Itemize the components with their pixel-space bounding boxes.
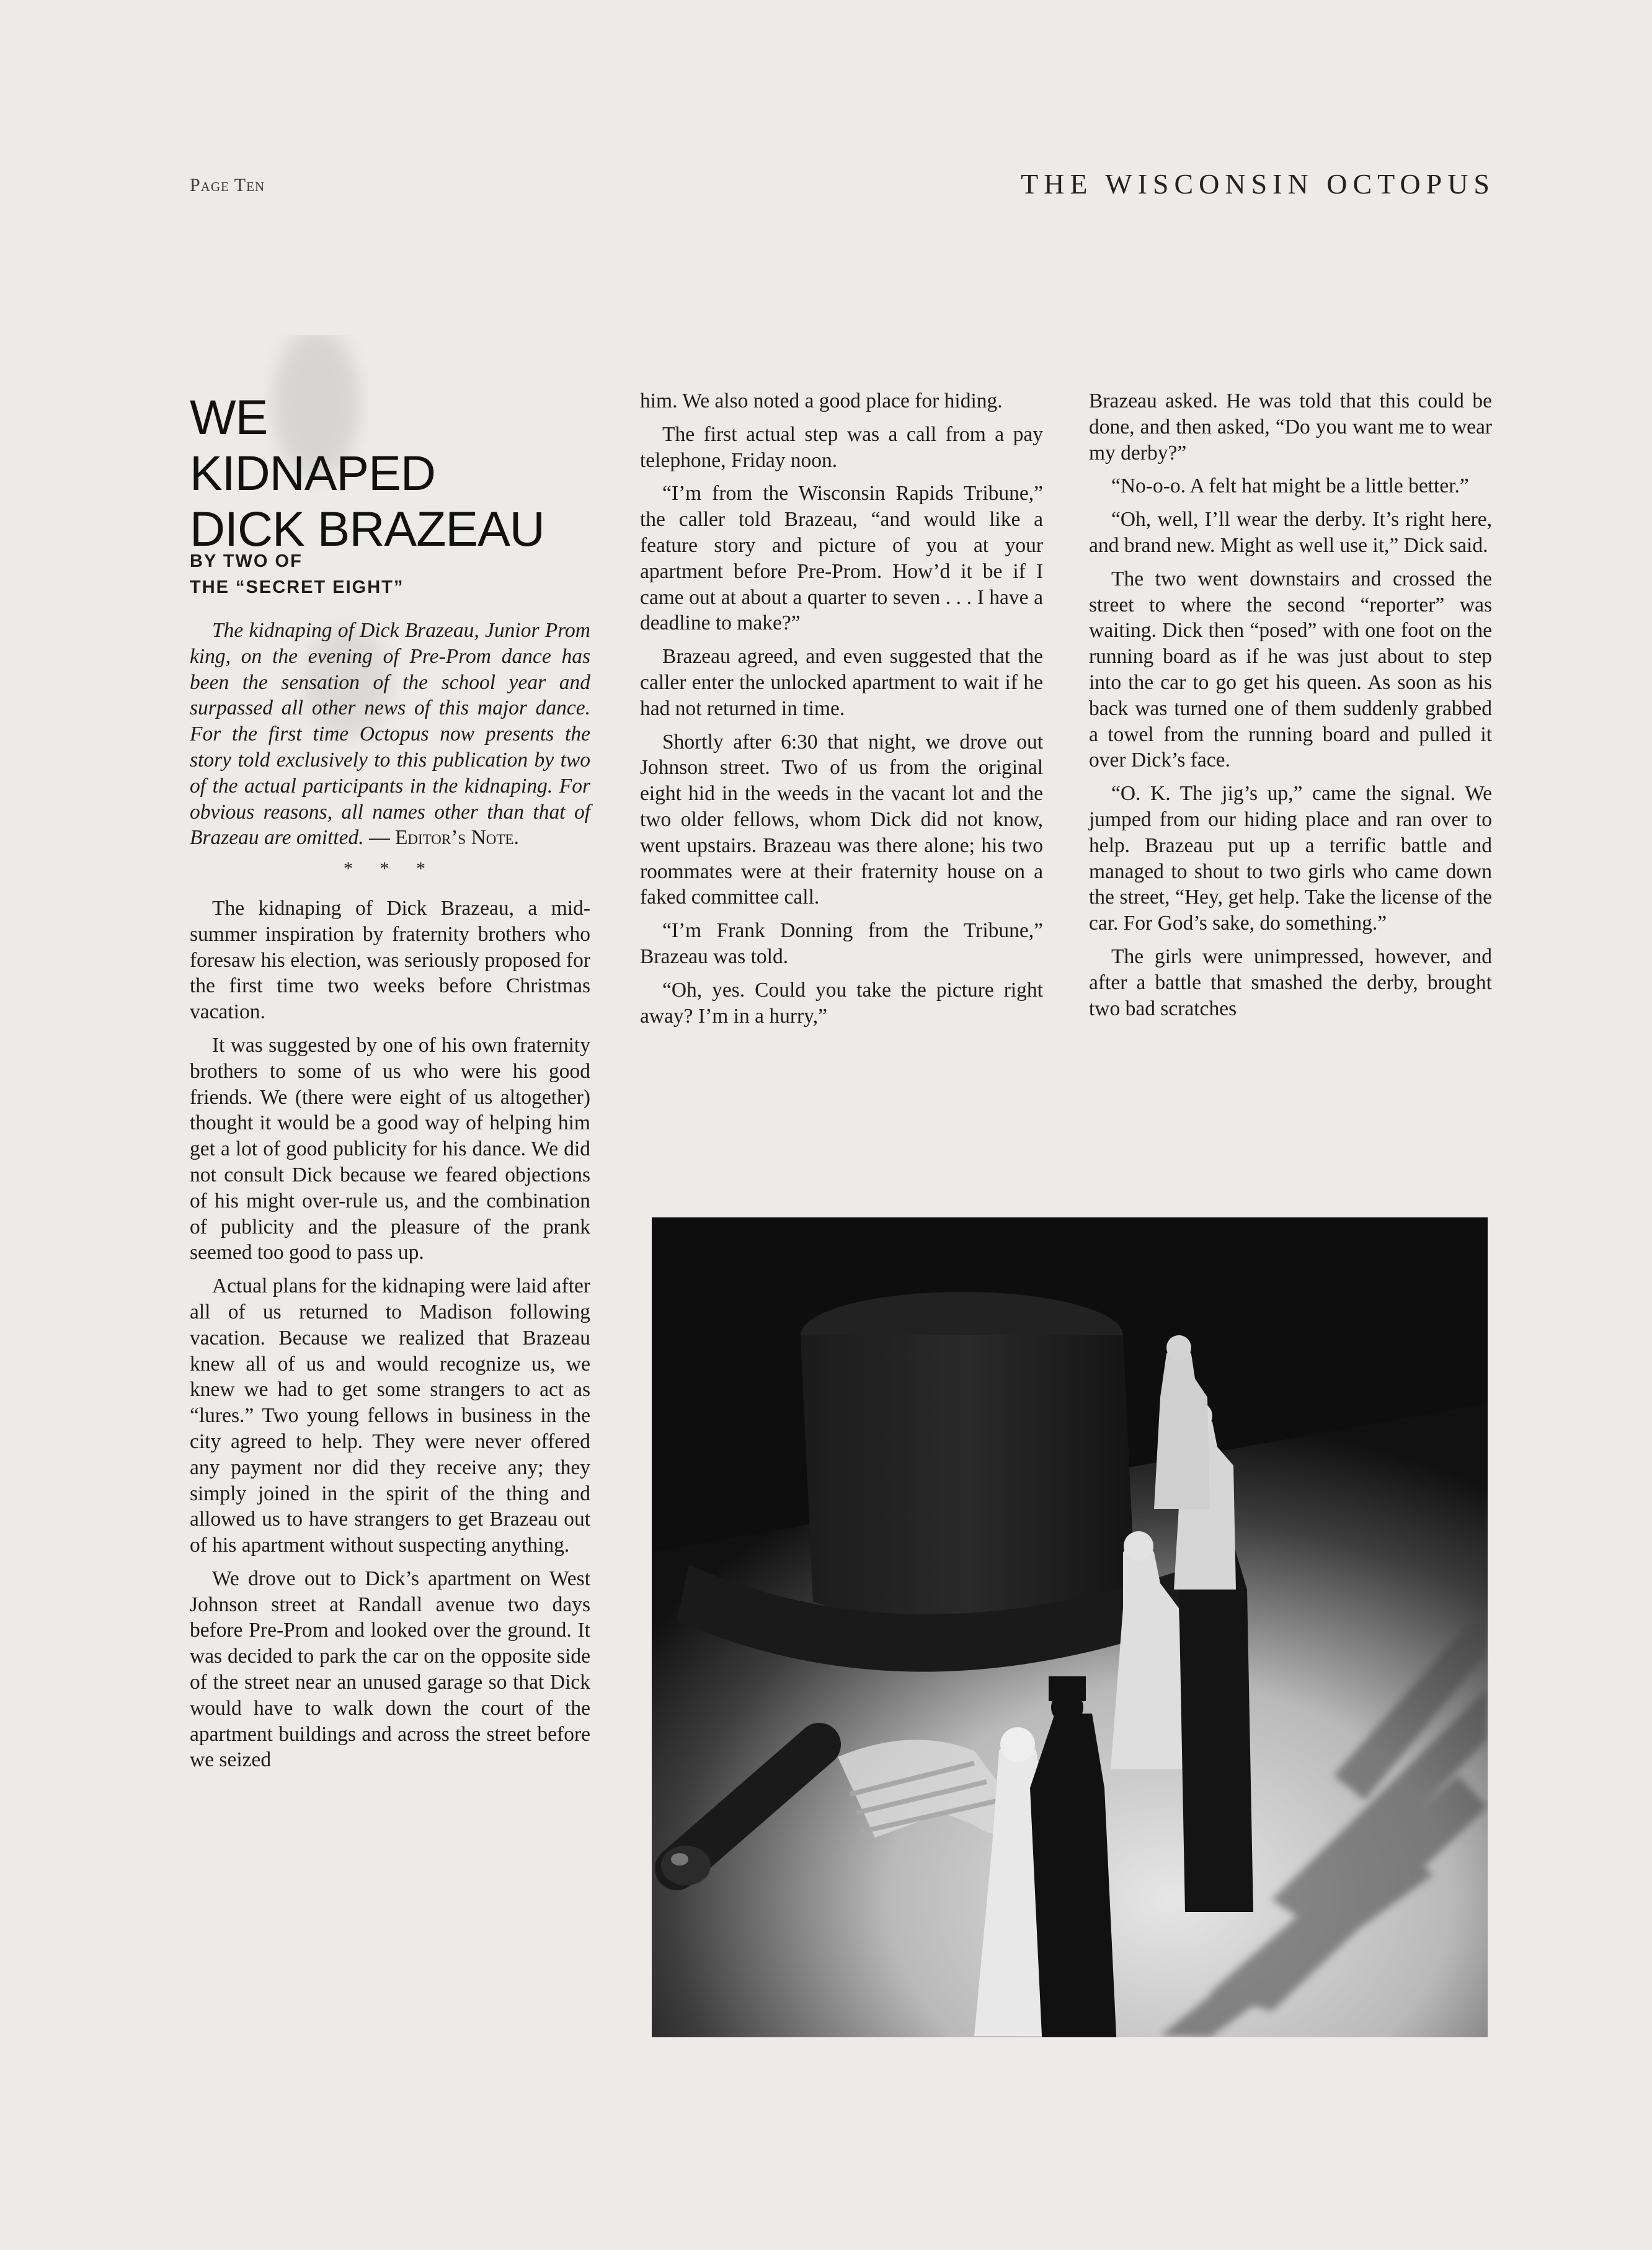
paragraph: “I’m Frank Donning from the Tribune,” Brazeau was told. bbox=[640, 919, 1043, 968]
page-folio: Page Ten bbox=[190, 175, 265, 195]
article-title bbox=[190, 389, 611, 557]
section-separator: * * * bbox=[344, 858, 437, 879]
paragraph: him. We also noted a good place for hiding. bbox=[640, 389, 1003, 412]
paragraph: The first actual step was a call from a pay telephone, Friday noon. bbox=[640, 422, 1043, 472]
article-byline bbox=[190, 548, 611, 600]
text-column-3 bbox=[1089, 388, 1492, 1029]
paragraph: The two went downstairs and crossed the street to where the second “reporter” was waiting. Dick then “posed” with one foot on the running board as if he was just about to step into the car to go get his queen. As soon as his back was turned one of them suddenly grabbed a towel from the running board and pulled it over Dick’s face. bbox=[1089, 567, 1492, 772]
magazine-masthead: THE WISCONSIN OCTOPUS bbox=[1021, 168, 1495, 200]
paragraph: Shortly after 6:30 that night, we drove out Johnson street. Two of us from the original eight hid in the weeds in the vacant lot and the two older fellows, whom Dick did not know, went upstairs. Brazeau was there alone; his two roommates were at their fraternity house on a faked committee call. bbox=[640, 730, 1043, 909]
byline-line: BY TWO OF bbox=[190, 551, 303, 571]
editor-note-sign: — Editor’s Note. bbox=[369, 826, 519, 850]
editor-note bbox=[190, 618, 590, 851]
paragraph: The girls were unimpressed, however, and after a battle that smashed the derby, brought two bad scratches bbox=[1089, 945, 1492, 1020]
paragraph: “I’m from the Wisconsin Rapids Tribune,” the caller told Brazeau, “and would like a feature story and picture of you at your apartment before Pre-Prom. How’d it be if I came out at about a quarter to seven . . . I have a deadline to make?” bbox=[640, 482, 1043, 635]
paragraph: The kidnaping of Dick Brazeau, a mid-summer inspiration by fraternity brothers who foresaw his election, was seriously proposed for the first time two weeks before Christmas vacation. bbox=[190, 896, 590, 1024]
text-column-2 bbox=[640, 388, 1043, 1036]
photo-illustration bbox=[652, 1217, 1488, 2037]
paragraph: “No-o-o. A felt hat might be a little better.” bbox=[1111, 474, 1469, 498]
article-photograph bbox=[652, 1217, 1488, 2037]
paragraph: “O. K. The jig’s up,” came the signal. We jumped from our hiding place and ran over to help. Brazeau put up a terrific battle and managed to shout to two girls who came down the street, “Hey, get help. Take the license of the car. For God’s sake, do something.” bbox=[1089, 782, 1492, 935]
title-line: DICK BRAZEAU bbox=[190, 501, 544, 556]
title-line: KIDNAPED bbox=[190, 445, 435, 500]
paragraph: Brazeau agreed, and even suggested that the caller enter the unlocked apartment to wait if he had not returned in time. bbox=[640, 645, 1043, 720]
editor-note-text: The kidnaping of Dick Brazeau, Junior Prom king, on the evening of Pre-Prom dance has been the sensation of the school year and surpassed all other news of this major dance. For the first time Octopus now presents the story told exclusively to this publication by two of the actual participants in the kidnaping. For obvious reasons, all names other than that of Brazeau are omitted. bbox=[190, 619, 590, 850]
paragraph: Actual plans for the kidnaping were laid after all of us returned to Madison following vacation. Because we realized that Brazeau knew all of us and would recognize us, we knew we had to get some strangers to act as “lures.” Two young fellows in business in the city agreed to help. They were never offered any payment nor did they receive any; they simply joined in the spirit of the thing and allowed us to have strangers to get Brazeau out of his apartment without suspecting anything. bbox=[190, 1274, 590, 1557]
byline-line: THE “SECRET EIGHT” bbox=[190, 577, 404, 597]
paragraph: Brazeau asked. He was told that this could be done, and then asked, “Do you want me to wear my derby?” bbox=[1089, 389, 1492, 465]
text-column-1 bbox=[190, 618, 590, 1781]
title-line: WE bbox=[190, 389, 268, 445]
paragraph: “Oh, well, I’ll wear the derby. It’s right here, and brand new. Might as well use it,” Dick said. bbox=[1089, 508, 1492, 557]
paragraph: “Oh, yes. Could you take the picture right away? I’m in a hurry,” bbox=[640, 978, 1043, 1028]
paragraph: It was suggested by one of his own fraternity brothers to some of us who were his good friends. We (there were eight of us altogether) thought it would be a good way of helping him get a lot of good publicity for his dance. We did not consult Dick because we feared objections of his might over-rule us, and the combination of publicity and the pleasure of the prank seemed too good to pass up. bbox=[190, 1033, 590, 1265]
paragraph: We drove out to Dick’s apartment on West Johnson street at Randall avenue two days before Pre-Prom and looked over the ground. It was decided to park the car on the opposite side of the street near an unused garage so that Dick would have to walk down the court of the apartment buildings and across the street before we seized bbox=[190, 1567, 590, 1772]
